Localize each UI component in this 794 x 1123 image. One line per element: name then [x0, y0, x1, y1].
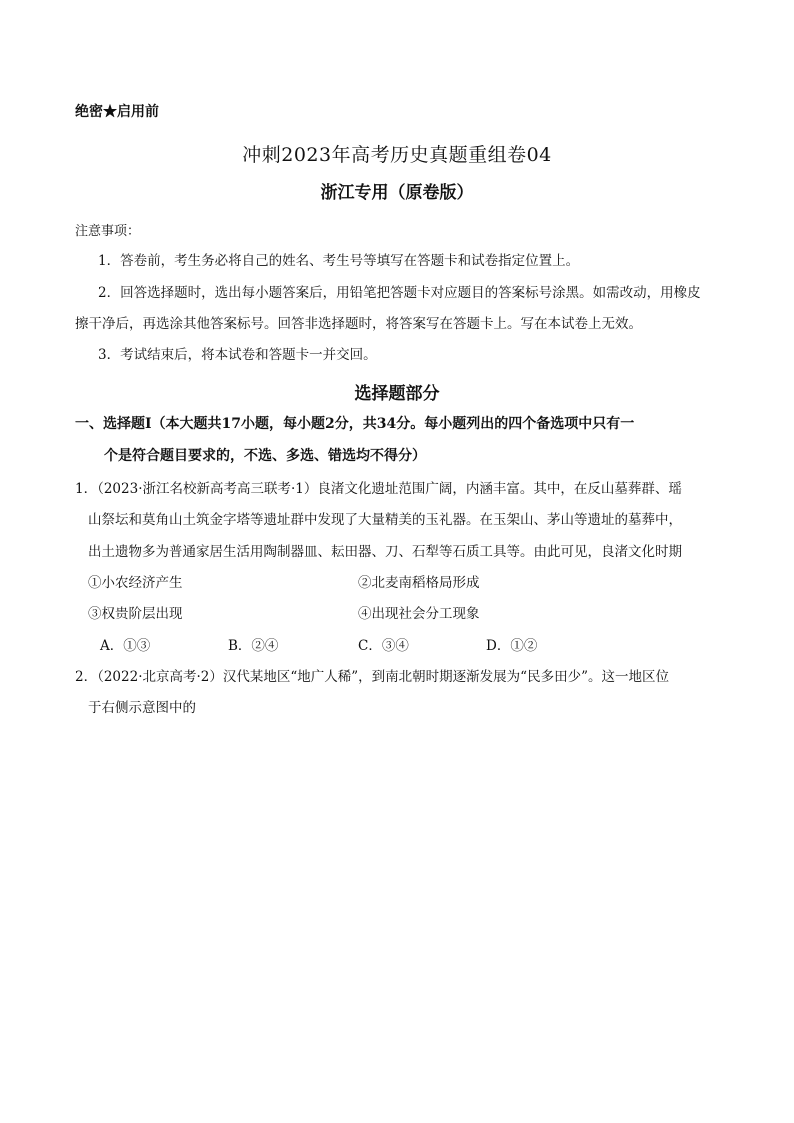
- option-d: D．①②: [486, 638, 538, 654]
- note-line: 2．回答选择题时，选出每小题答案后，用铅笔把答题卡对应题目的答案标号涂黑。如需改动，用橡皮: [98, 285, 701, 301]
- question-1-text: 山祭坛和莫角山土筑金字塔等遗址群中发现了大量精美的玉礼器。在玉架山、茅山等遗址的墓葬中，: [88, 512, 682, 528]
- statement-1: ①小农经济产生: [88, 575, 183, 591]
- notes-heading: 注意事项：: [75, 224, 141, 239]
- option-a: A．①③: [100, 638, 151, 654]
- paper-title: 冲刺2023年高考历史真题重组卷04: [242, 144, 552, 166]
- part-instructions: 一、选择题Ⅰ（本大题共17小题，每小题2分，共34分。每小题列出的四个备选项中只有一: [75, 416, 635, 432]
- note-line: 3．考试结束后，将本试卷和答题卡一并交回。: [98, 347, 377, 363]
- statement-3: ③权贵阶层出现: [88, 606, 183, 622]
- confidential-mark: 绝密★启用前: [75, 104, 159, 120]
- option-c: C．③④: [358, 638, 409, 654]
- statement-2: ②北麦南稻格局形成: [358, 575, 480, 591]
- option-b: B．②④: [228, 638, 279, 654]
- question-2-text: 2．（2022·北京高考·2）汉代某地区“地广人稀”，到南北朝时期逐渐发展为“民多田少”。这一地区位: [75, 669, 669, 685]
- question-2-text: 于右侧示意图中的: [88, 700, 196, 716]
- statement-4: ④出现社会分工现象: [358, 606, 480, 622]
- note-line: 擦干净后，再选涂其他答案标号。回答非选择题时，将答案写在答题卡上。写在本试卷上无效。: [75, 316, 642, 332]
- part-instructions-cont: 个是符合题目要求的，不选、多选、错选均不得分）: [104, 448, 426, 464]
- question-1-text: 出土遗物多为普通家居生活用陶制器皿、耘田器、刀、石犁等石质工具等。由此可见，良渚文化时期: [88, 544, 682, 560]
- section-title: 选择题部分: [354, 384, 440, 404]
- question-1-text: 1．（2023·浙江名校新高考高三联考·1）良渚文化遗址范围广阔，内涵丰富。其中，在反山墓葬群、瑶: [75, 481, 682, 497]
- note-line: 1．答卷前，考生务必将自己的姓名、考生号等填写在答题卡和试卷指定位置上。: [98, 253, 580, 269]
- paper-subtitle: 浙江专用（原卷版）: [320, 183, 474, 203]
